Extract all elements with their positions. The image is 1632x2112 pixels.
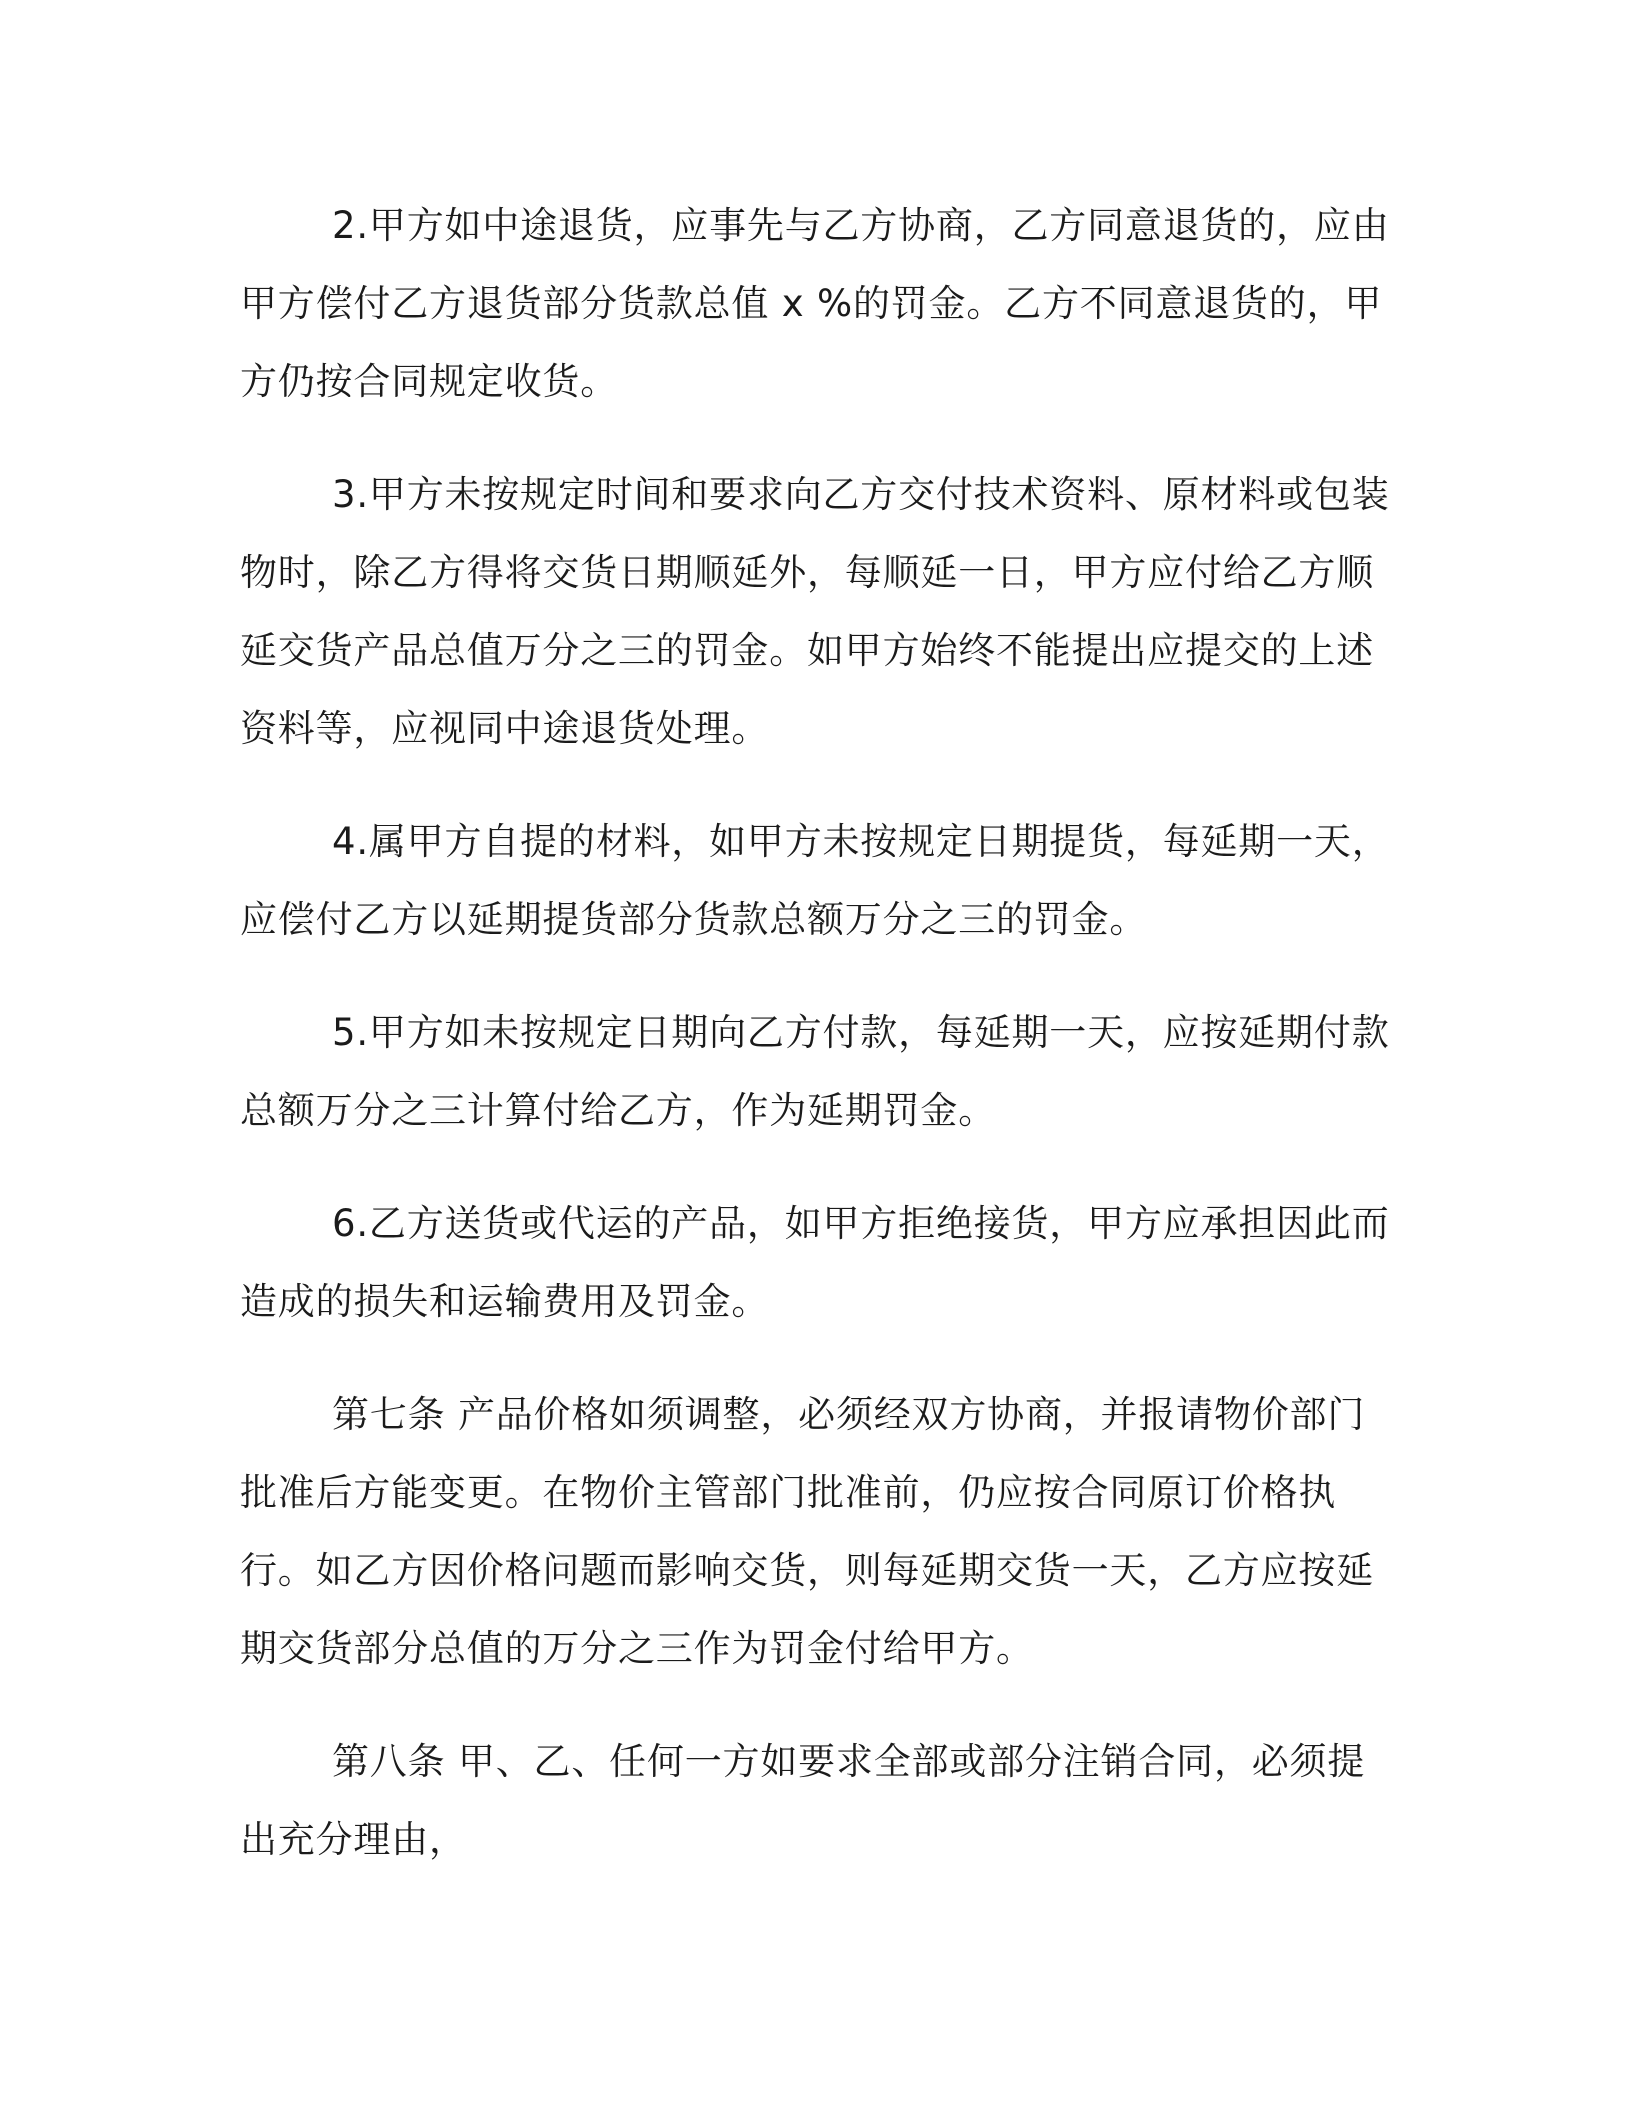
- document-body: [240, 187, 1390, 1914]
- paragraph-item-5: 5.甲方如未按规定日期向乙方付款，每延期一天，应按延期付款总额万分之三计算付给乙方，作为延期罚金。: [240, 1011, 1390, 1132]
- paragraph-item-3: 3.甲方未按规定时间和要求向乙方交付技术资料、原材料或包装物时，除乙方得将交货日期顺延外，每顺延一日，甲方应付给乙方顺延交货产品总值万分之三的罚金。如甲方始终不能提出应提交的上述资料等，应视同中途退货处理。: [240, 473, 1390, 750]
- paragraph-item-4: 4.属甲方自提的材料，如甲方未按规定日期提货，每延期一天，应偿付乙方以延期提货部分货款总额万分之三的罚金。: [240, 820, 1390, 941]
- paragraph-item-6: 6.乙方送货或代运的产品，如甲方拒绝接货，甲方应承担因此而造成的损失和运输费用及罚金。: [240, 1202, 1390, 1323]
- article-8-paragraph: 第八条 甲、乙、任何一方如要求全部或部分注销合同，必须提出充分理由，: [240, 1740, 1366, 1861]
- article-7-paragraph: 第七条 产品价格如须调整，必须经双方协商，并报请物价部门批准后方能变更。在物价主管部门批准前，仍应按合同原订价格执行。如乙方因价格问题而影响交货，则每延期交货一天，乙方应按延期交货部分总值的万分之三作为罚金付给甲方。: [240, 1393, 1374, 1670]
- paragraph-item-2: 2.甲方如中途退货，应事先与乙方协商，乙方同意退货的，应由甲方偿付乙方退货部分货款总值 x %的罚金。乙方不同意退货的，甲方仍按合同规定收货。: [240, 204, 1390, 403]
